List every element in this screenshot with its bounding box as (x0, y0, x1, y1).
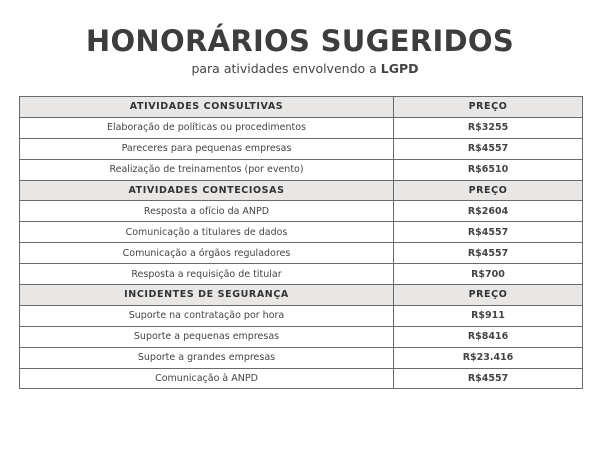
activity-cell: Resposta a requisição de titular (20, 264, 394, 285)
activity-cell: Comunicação a titulares de dados (20, 222, 394, 243)
activity-cell: Suporte a pequenas empresas (20, 326, 394, 347)
price-cell: R$2604 (394, 201, 583, 222)
activity-cell: Comunicação a órgãos reguladores (20, 243, 394, 264)
price-cell: R$4557 (394, 368, 583, 389)
price-cell: R$8416 (394, 326, 583, 347)
activity-cell: Suporte a grandes empresas (20, 347, 394, 368)
table-row (20, 326, 583, 347)
section-header: INCIDENTES DE SEGURANÇA (20, 285, 394, 306)
section-header-row (20, 285, 583, 306)
page-subtitle (0, 61, 600, 76)
table-row (20, 138, 583, 159)
table-row (20, 368, 583, 389)
page-title: HONORÁRIOS SUGERIDOS (85, 24, 515, 58)
price-cell: R$700 (394, 264, 583, 285)
activity-cell: Elaboração de políticas ou procedimentos (20, 117, 394, 138)
price-cell: R$4557 (394, 138, 583, 159)
table-row (20, 305, 583, 326)
table-row (20, 347, 583, 368)
table-row (20, 264, 583, 285)
price-cell: R$3255 (394, 117, 583, 138)
price-cell: R$4557 (394, 222, 583, 243)
table-row (20, 222, 583, 243)
price-header: PREÇO (394, 180, 583, 201)
price-cell: R$4557 (394, 243, 583, 264)
activity-cell: Pareceres para pequenas empresas (20, 138, 394, 159)
activity-cell: Comunicação à ANPD (20, 368, 394, 389)
activity-cell: Resposta a ofício da ANPD (20, 201, 394, 222)
table-row (20, 159, 583, 180)
price-cell: R$6510 (394, 159, 583, 180)
section-header: ATIVIDADES CONSULTIVAS (20, 97, 394, 118)
section-header-row (20, 97, 583, 118)
table-row (20, 117, 583, 138)
subtitle-text: para atividades envolvendo a (191, 61, 377, 76)
activity-cell: Realização de treinamentos (por evento) (20, 159, 394, 180)
fees-table (19, 96, 583, 389)
price-header: PREÇO (394, 97, 583, 118)
price-header: PREÇO (394, 285, 583, 306)
section-header: ATIVIDADES CONTECIOSAS (20, 180, 394, 201)
activity-cell: Suporte na contratação por hora (20, 305, 394, 326)
subtitle-highlight: LGPD (380, 61, 419, 76)
section-header-row (20, 180, 583, 201)
table-row (20, 243, 583, 264)
price-cell: R$911 (394, 305, 583, 326)
table-row (20, 201, 583, 222)
price-cell: R$23.416 (394, 347, 583, 368)
